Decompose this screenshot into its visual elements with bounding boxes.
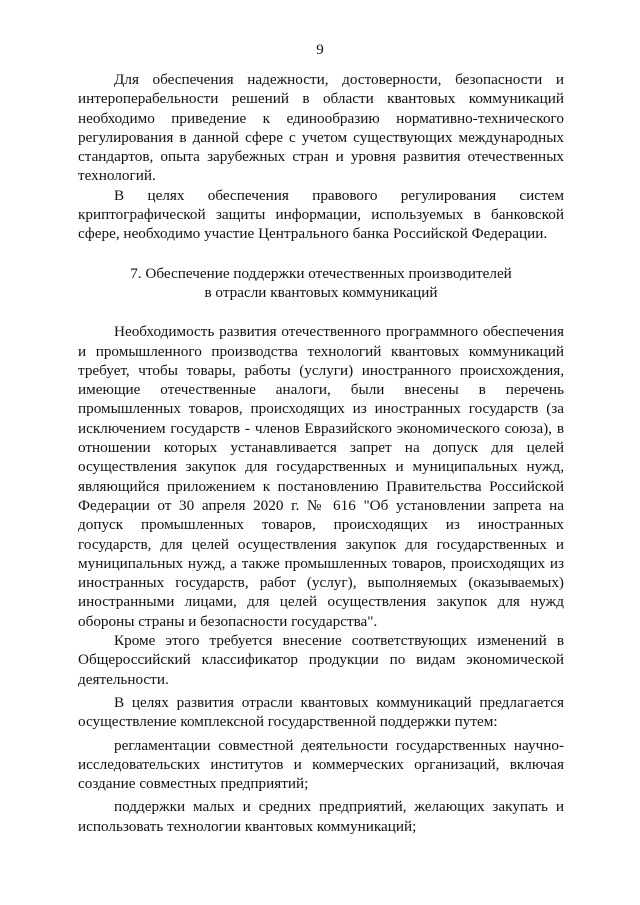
section-heading-line-1: 7. Обеспечение поддержки отечественных производителей [130, 264, 512, 282]
paragraph-standardization: Для обеспечения надежности, достоверности, безопасности и интероперабельности решений в области квантовых коммуникаций необходимо приведение к единообразию нормативно-технического регулирования в данной сфере с учетом существующих международных стандартов, опыта зарубежных стран и уровня развития отечественных технологий. [78, 71, 564, 185]
list-item-sme-support: поддержки малых и средних предприятий, желающих закупать и использовать технологии квантовых коммуникаций; [78, 798, 564, 835]
section-heading-line-2: в отрасли квантовых коммуникаций [204, 283, 438, 301]
section-heading [78, 264, 564, 303]
paragraph-import-ban: Необходимость развития отечественного программного обеспечения и промышленного производства технологий квантовых коммуникаций требует, чтобы товары, работы (услуги) иностранного происхождения, имеющие отечественные аналоги, были внесены в перечень промышленных товаров, происходящих из иностранных государств (за исключением государств - членов Евразийского экономического союза), в отношении которых устанавливается запрет на допуск для целей осуществления закупок для государственных и муниципальных нужд, являющийся приложением к постановлению Правительства Российской Федерации от 30 апреля 2020 г. № 616 "Об установлении запрета на допуск промышленных товаров, происходящих из иностранных государств, для целей осуществления закупок для государственных и муниципальных нужд, а также промышленных товаров, происходящих из иностранных государств, работ (услуг), выполняемых (оказываемых) иностранными лицами, для целей осуществления закупок для нужд обороны страны и безопасности государства". [78, 323, 564, 630]
document-body [78, 70, 564, 836]
paragraph-classifier: Кроме этого требуется внесение соответствующих изменений в Общероссийский классификатор продукции по видам экономической деятельности. [78, 632, 564, 688]
page-number: 9 [316, 42, 324, 58]
list-item-joint-activity: регламентации совместной деятельности государственных научно-исследовательских институтов и коммерческих организаций, включая создание совместных предприятий; [78, 736, 564, 793]
paragraph-central-bank: В целях обеспечения правового регулирования систем криптографической защиты информации, используемых в банковской сфере, необходимо участие Центрального банка Российской Федерации. [78, 186, 564, 243]
paragraph-state-support: В целях развития отрасли квантовых коммуникаций предлагается осуществление комплексной государственной поддержки путем: [78, 693, 564, 731]
